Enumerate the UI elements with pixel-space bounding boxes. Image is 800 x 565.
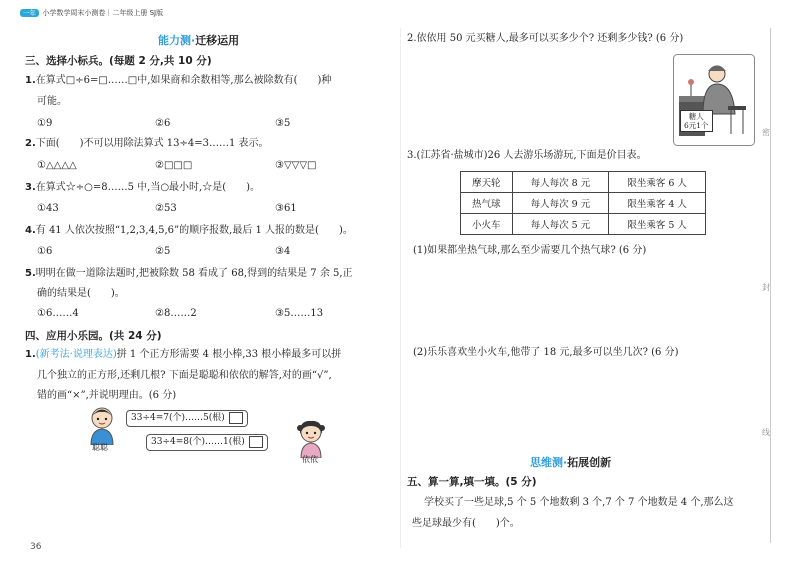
q1-option-2: ②6 bbox=[155, 118, 171, 129]
table-cell: 限坐乘客 6 人 bbox=[609, 172, 706, 193]
q2-number: 2. bbox=[25, 138, 36, 149]
margin-label-2: 封 bbox=[762, 280, 770, 295]
q1-line1: 在算式□÷6=□……□中,如果商和余数相等,那么被除数有( )种 bbox=[35, 75, 332, 86]
page-divider bbox=[400, 28, 401, 548]
section5-title: 五、算一算,填一填。(5 分) bbox=[407, 476, 537, 488]
table-row bbox=[461, 172, 706, 193]
boy-illustration bbox=[85, 405, 119, 445]
q3-number: 3. bbox=[25, 182, 36, 193]
section3-q5 bbox=[25, 268, 353, 280]
q1-number: 1. bbox=[25, 75, 36, 86]
section3-q1 bbox=[25, 75, 331, 87]
banner-thinking bbox=[530, 454, 611, 470]
s4q1-tag: (新考法·说理表达) bbox=[35, 349, 117, 360]
girl-answer-box[interactable] bbox=[249, 436, 263, 448]
table-cell: 每人每次 9 元 bbox=[512, 193, 609, 214]
right-q3-1: (1)如果都坐热气球,那么至少需要几个热气球? (6 分) bbox=[413, 245, 647, 256]
q5-line1: 明明在做一道除法题时,把被除数 58 看成了 68,得到的结果是 7 余 5,正 bbox=[35, 268, 353, 279]
s4q1-line1: 拼 1 个正方形需要 4 根小棒,33 根小棒最多可以拼 bbox=[116, 349, 342, 360]
banner-ability-part2: 迁移运用 bbox=[195, 34, 240, 47]
q4-option-1: ①6 bbox=[37, 246, 53, 257]
banner-thinking-part1: 思维测 bbox=[530, 456, 563, 469]
s4q1-line3: 错的画“×”,并说明理由。(6 分) bbox=[37, 390, 177, 401]
q2-line1: 下面( )不可以用除法算式 13÷4=3……1 表示。 bbox=[35, 138, 269, 149]
right-q3-2: (2)乐乐喜欢坐小火车,他带了 18 元,最多可以坐几次? (6 分) bbox=[413, 347, 679, 358]
q1-option-3: ③5 bbox=[275, 118, 291, 129]
q1-line2: 可能。 bbox=[37, 96, 67, 107]
q3-option-1: ①43 bbox=[37, 203, 59, 214]
banner-ability-part1: 能力测 bbox=[158, 34, 191, 47]
q4-option-2: ②5 bbox=[155, 246, 171, 257]
q5-option-3: ③5……13 bbox=[275, 308, 324, 319]
s4q1-line2: 几个独立的正方形,还剩几根? 下面是聪聪和依依的解答,对的画“√”, bbox=[37, 370, 332, 381]
price-sign bbox=[680, 110, 713, 132]
table-cell: 热气球 bbox=[461, 193, 513, 214]
table-row bbox=[461, 193, 706, 214]
right-q2: 2.依依用 50 元买糖人,最多可以买多少个? 还剩多少钱? (6 分) bbox=[407, 33, 684, 44]
banner-thinking-dot: · bbox=[563, 456, 568, 469]
price-sign-line2: 6元1个 bbox=[684, 121, 709, 130]
boy-speech-text: 33÷4=7(个)……5(根) bbox=[131, 413, 225, 423]
table-cell: 每人每次 5 元 bbox=[512, 214, 609, 235]
table-cell: 小火车 bbox=[461, 214, 513, 235]
page-number: 36 bbox=[30, 542, 42, 552]
q5-number: 5. bbox=[25, 268, 36, 279]
girl-speech-bubble bbox=[146, 434, 268, 451]
girl-name: 依依 bbox=[302, 455, 318, 464]
girl-speech-text: 33÷4=8(个)……1(根) bbox=[151, 437, 245, 447]
q4-line1: 有 41 人依次按照“1,2,3,4,5,6”的顺序报数,最后 1 人报的数是( )。 bbox=[35, 225, 353, 236]
header-badge: 一年 bbox=[20, 9, 39, 17]
section3-q4 bbox=[25, 225, 353, 237]
q4-option-3: ③4 bbox=[275, 246, 291, 257]
table-cell: 每人每次 8 元 bbox=[512, 172, 609, 193]
q5-line2: 确的结果是( )。 bbox=[37, 288, 125, 299]
q3-option-3: ③61 bbox=[275, 203, 297, 214]
table-row bbox=[461, 214, 706, 235]
q2-option-2: ②□□□ bbox=[155, 160, 193, 171]
section5-line2: 些足球最少有( )个。 bbox=[412, 518, 520, 529]
table-cell: 限坐乘客 4 人 bbox=[609, 193, 706, 214]
q5-option-2: ②8……2 bbox=[155, 308, 197, 319]
s4q1-number: 1. bbox=[25, 349, 36, 360]
section4-title: 四、应用小乐园。(共 24 分) bbox=[25, 330, 162, 342]
price-sign-line1: 糖人 bbox=[688, 112, 704, 121]
q5-option-1: ①6……4 bbox=[37, 308, 79, 319]
margin-label-1: 密 bbox=[762, 125, 770, 140]
table-cell: 摩天轮 bbox=[461, 172, 513, 193]
section3-q2 bbox=[25, 138, 269, 150]
candy-seller-illustration bbox=[673, 54, 755, 146]
header-title: 小学数学周末小测卷｜二年级上册 SJ版 bbox=[42, 9, 164, 17]
q2-option-3: ③▽▽▽□ bbox=[275, 160, 317, 171]
q4-number: 4. bbox=[25, 225, 36, 236]
banner-ability-dot: · bbox=[191, 34, 196, 47]
table-cell: 限坐乘客 5 人 bbox=[609, 214, 706, 235]
q2-option-1: ①△△△△ bbox=[37, 160, 77, 171]
section4-q1 bbox=[25, 349, 341, 361]
banner-thinking-part2: 拓展创新 bbox=[567, 456, 612, 469]
girl-illustration bbox=[294, 418, 328, 458]
section5-line1: 学校买了一些足球,5 个 5 个地数剩 3 个,7 个 7 个地数是 4 个,那么这 bbox=[424, 497, 734, 508]
margin-label-3: 线 bbox=[762, 425, 770, 440]
right-q3: 3.(江苏省·盐城市)26 人去游乐场游玩,下面是价目表。 bbox=[407, 150, 647, 161]
page-header bbox=[20, 6, 163, 18]
section3-q3 bbox=[25, 182, 260, 194]
price-table bbox=[460, 171, 706, 235]
q3-option-2: ②53 bbox=[155, 203, 177, 214]
boy-name: 聪聪 bbox=[92, 443, 108, 452]
banner-ability bbox=[158, 32, 239, 48]
q3-line1: 在算式☆÷○=8……5 中,当○最小时,☆是( )。 bbox=[35, 182, 261, 193]
binding-margin-line bbox=[770, 28, 771, 543]
q1-option-1: ①9 bbox=[37, 118, 53, 129]
boy-speech-bubble bbox=[126, 410, 248, 427]
boy-answer-box[interactable] bbox=[229, 412, 243, 424]
section3-title: 三、选择小标兵。(每题 2 分,共 10 分) bbox=[25, 55, 212, 67]
